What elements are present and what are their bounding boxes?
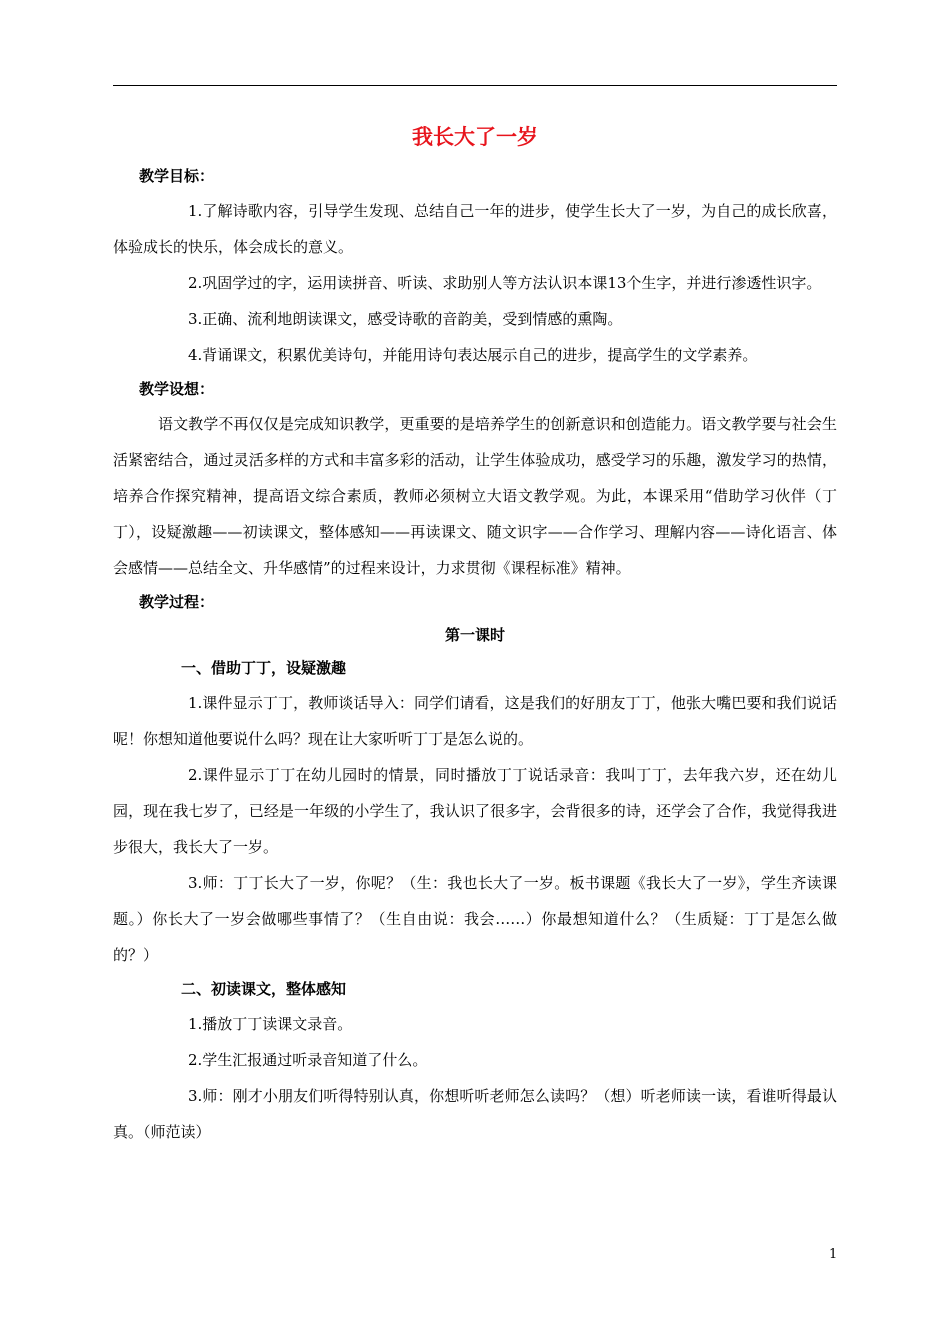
header-rule [113, 85, 837, 86]
goal-item: 3.正确、流利地朗读课文，感受诗歌的音韵美，受到情感的熏陶。 [188, 310, 623, 328]
part2-item: 1.播放丁丁读课文录音。 [188, 1015, 353, 1033]
design-heading: 教学设想： [139, 380, 215, 398]
goal-item: 2.巩固学过的字，运用读拼音、听读、求助别人等方法认识本课13个生字，并进行渗透性识字。 [188, 274, 822, 292]
design-paragraph: 语文教学不再仅仅是完成知识教学，更重要的是培养学生的创新意识和创造能力。语文教学要与社会生活紧密结合，通过灵活多样的方式和丰富多彩的活动，让学生体验成功，感受学习的乐趣，激发学习的热情，培养合作探究精神，提高语文综合素质，教师必须树立大语文教学观。为此，本课采用“借助学习伙伴（丁丁），设疑激趣——初读课文，整体感知——再读课文、随文识字——合作学习、理解内容——诗化语言、体会感情——总结全文、升华感情”的过程来设计，力求贯彻《课程标准》精神。 [113, 415, 837, 577]
process-heading: 教学过程： [139, 593, 215, 611]
lesson-heading: 第一课时 [444, 626, 505, 644]
part1-heading: 一、借助丁丁，设疑激趣 [181, 659, 347, 677]
part2-item: 2.学生汇报通过听录音知道了什么。 [188, 1051, 428, 1069]
part2-heading: 二、初读课文，整体感知 [181, 980, 347, 998]
document-body [113, 118, 837, 1150]
goals-heading: 教学目标： [139, 167, 215, 185]
document-title: 我长大了一岁 [412, 124, 538, 149]
part2-item: 3.师：刚才小朋友们听得特别认真，你想听听老师怎么读吗？（想）听老师读一读，看谁听得最认真。（师范读） [113, 1087, 837, 1141]
page-number: 1 [829, 1247, 838, 1262]
part1-item: 3.师：丁丁长大了一岁，你呢？（生：我也长大了一岁。板书课题《我长大了一岁》，学生齐读课题。）你长大了一岁会做哪些事情了？（生自由说：我会……）你最想知道什么？（生质疑：丁丁是怎么做的？） [113, 874, 837, 964]
goal-item: 4.背诵课文，积累优美诗句，并能用诗句表达展示自己的进步，提高学生的文学素养。 [188, 346, 758, 364]
goal-item: 1.了解诗歌内容，引导学生发现、总结自己一年的进步，使学生长大了一岁，为自己的成长欣喜，体验成长的快乐，体会成长的意义。 [113, 202, 837, 256]
part1-item: 1.课件显示丁丁，教师谈话导入：同学们请看，这是我们的好朋友丁丁，他张大嘴巴要和我们说话呢！你想知道他要说什么吗？现在让大家听听丁丁是怎么说的。 [113, 694, 837, 748]
part1-item: 2.课件显示丁丁在幼儿园时的情景，同时播放丁丁说话录音：我叫丁丁，去年我六岁，还在幼儿园，现在我七岁了，已经是一年级的小学生了，我认识了很多字，会背很多的诗，还学会了合作，我觉得我进步很大，我长大了一岁。 [113, 766, 837, 856]
